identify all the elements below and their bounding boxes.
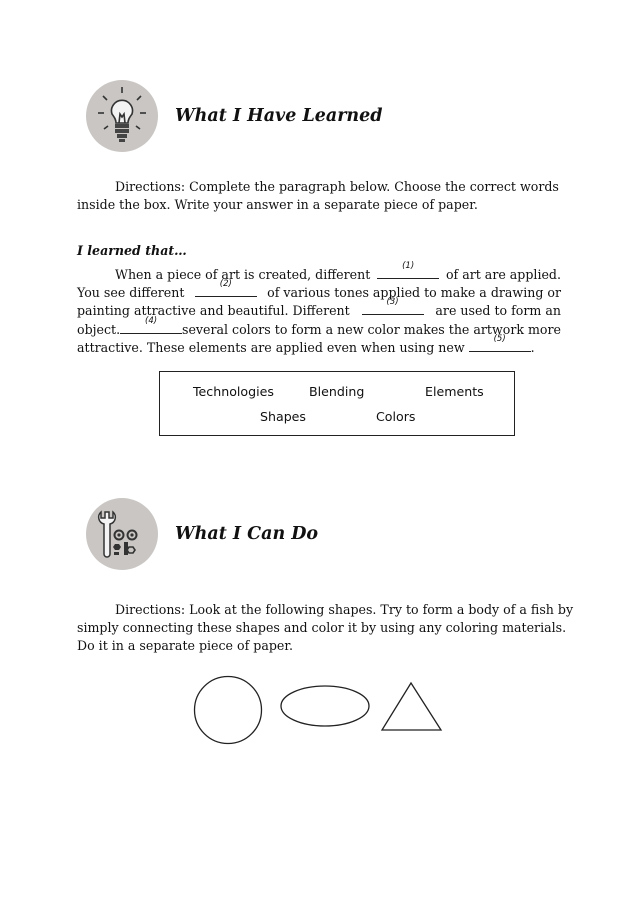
paragraph-text: painting attractive and beautiful. Different — [77, 303, 350, 319]
directions-line: inside the box. Write your answer in a separate piece of paper. — [77, 197, 478, 213]
directions-line: Directions: Look at the following shapes. Try to form a body of a fish by — [115, 602, 574, 617]
answer-blank-1 — [377, 261, 439, 279]
paragraph-text: of various tones applied to make a drawing or — [267, 285, 561, 301]
directions-line: simply connecting these shapes and color it by using any coloring materials. — [77, 620, 567, 636]
can-do-directions — [77, 601, 574, 656]
answer-blank-4 — [120, 315, 182, 334]
blank-number: (4) — [145, 315, 158, 326]
tools-icon-badge — [86, 498, 158, 570]
section-title-learned: What I Have Learned — [175, 106, 383, 126]
learned-intro: I learned that… — [77, 243, 187, 258]
lightbulb-icon — [86, 80, 158, 152]
word-shapes: Shapes — [260, 409, 306, 424]
paragraph-text: object. — [77, 321, 121, 337]
paragraph-text: attractive. These elements are applied even when using new — [77, 339, 465, 355]
word-colors: Colors — [376, 409, 416, 424]
paragraph-text: of art are applied. — [445, 267, 561, 282]
directions-line: Do it in a separate piece of paper. — [77, 638, 293, 654]
learned-directions — [77, 178, 561, 214]
section-title-can-do: What I Can Do — [175, 524, 319, 544]
paragraph-text: . — [530, 339, 535, 355]
tools-icon — [86, 498, 158, 570]
word-elements: Elements — [425, 384, 484, 399]
paragraph-text: are used to form an — [435, 303, 561, 319]
blank-number: (2) — [219, 279, 232, 290]
fill-in-paragraph — [77, 261, 561, 357]
paragraph-text: several colors to form a new color makes the artwork more — [182, 321, 561, 337]
word-technologies: Technologies — [193, 384, 274, 399]
paragraph-text: When a piece of art is created, different — [115, 267, 371, 282]
circle-shape — [195, 677, 262, 744]
ellipse-shape — [281, 686, 369, 726]
answer-blank-5 — [469, 333, 531, 352]
blank-number: (3) — [386, 297, 399, 308]
blank-number: (5) — [493, 333, 506, 344]
word-bank-box — [159, 371, 515, 436]
answer-blank-2 — [195, 279, 257, 297]
blank-number: (1) — [402, 261, 415, 271]
directions-line: Directions: Complete the paragraph below. Choose the correct words — [115, 179, 559, 194]
lightbulb-icon-badge — [86, 80, 158, 152]
answer-blank-3 — [362, 297, 424, 315]
fish-shapes — [180, 670, 460, 750]
triangle-shape — [382, 683, 441, 730]
word-blending: Blending — [309, 384, 365, 399]
paragraph-text: You see different — [77, 285, 185, 301]
